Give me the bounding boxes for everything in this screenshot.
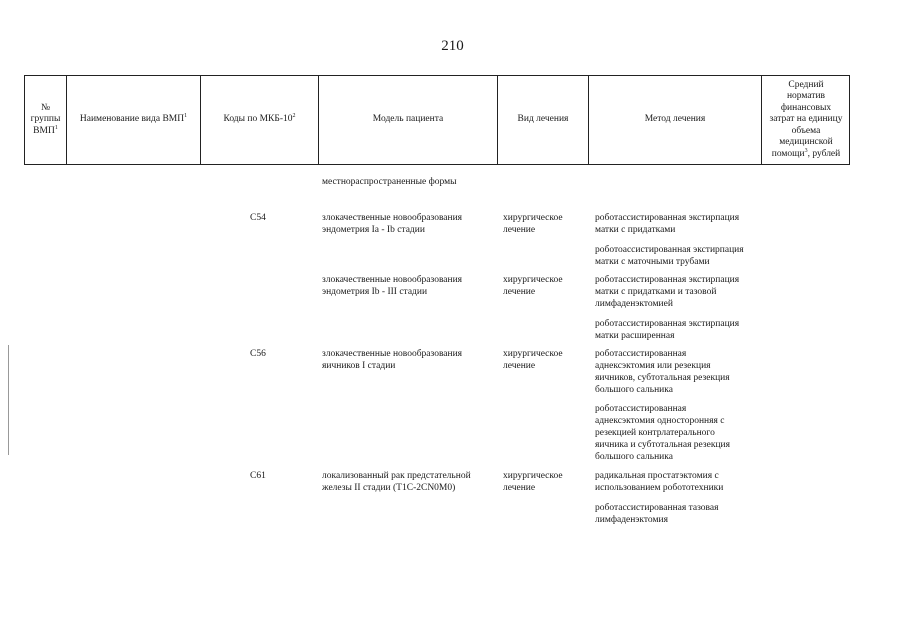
header-patient-model: Модель пациента xyxy=(372,114,444,125)
header-group-no: № группы ВМП$^1$ xyxy=(30,102,61,136)
row-4-method: роботассистированная экстирпация матки расширенная xyxy=(595,319,740,341)
row-5-model: злокачественные новообразования яичников I стадии xyxy=(322,349,463,371)
row-5-code: C56 xyxy=(250,349,266,359)
page-number: 210 xyxy=(441,38,464,54)
row-3-type: хирургическое лечение xyxy=(503,275,563,297)
row-6-method: роботассистированная аднексэктомия односторонняя с резекцией контрлатерального яичника и субтотальная резекция большого сальника xyxy=(595,404,731,462)
table-header xyxy=(24,75,850,165)
header-treatment-type: Вид лечения xyxy=(517,114,569,125)
row-0-model: местнораспространенные формы xyxy=(322,177,457,187)
row-1-code: C54 xyxy=(250,213,266,223)
row-8-method: роботассистированная тазовая лимфаденэктомия xyxy=(595,503,719,525)
row-3-method: роботассистированная экстирпация матки с придатками и тазовой лимфаденэктомией xyxy=(595,275,740,309)
row-1-type: хирургическое лечение xyxy=(503,213,563,235)
header-icd-codes: Коды по МКБ-$10^2$ xyxy=(223,113,296,125)
row-7-type: хирургическое лечение xyxy=(503,471,563,493)
scan-margin-mark xyxy=(8,345,9,455)
header-treatment-method: Метод лечения xyxy=(644,114,706,125)
row-5-method: роботассистированная аднексэктомия или резекция яичников, субтотальная резекция большого сальника xyxy=(595,349,730,395)
row-1-model: злокачественные новообразования эндометрия Ia - Ib стадии xyxy=(322,213,463,235)
row-5-type: хирургическое лечение xyxy=(503,349,563,371)
header-divider xyxy=(849,76,850,164)
row-3-model: злокачественные новообразования эндометрия Ib - III стадии xyxy=(322,275,463,297)
row-1-method: роботассистированная экстирпация матки с придатками xyxy=(595,213,740,235)
row-7-method: радикальная простатэктомия с использованием робототехники xyxy=(595,471,724,493)
row-7-code: C61 xyxy=(250,471,266,481)
header-cost-norm: Средний норматив финансовых затрат на единицу объема медицинской помощи$^3$, рублей xyxy=(769,79,843,159)
header-vmp-name: Наименование вида ВМП$^1$ xyxy=(79,113,188,125)
row-2-method: роботоассистированная экстирпация матки с маточными трубами xyxy=(595,245,744,267)
row-7-model: локализованный рак предстательной железы II стадии (T1C-2CN0M0) xyxy=(322,471,471,493)
